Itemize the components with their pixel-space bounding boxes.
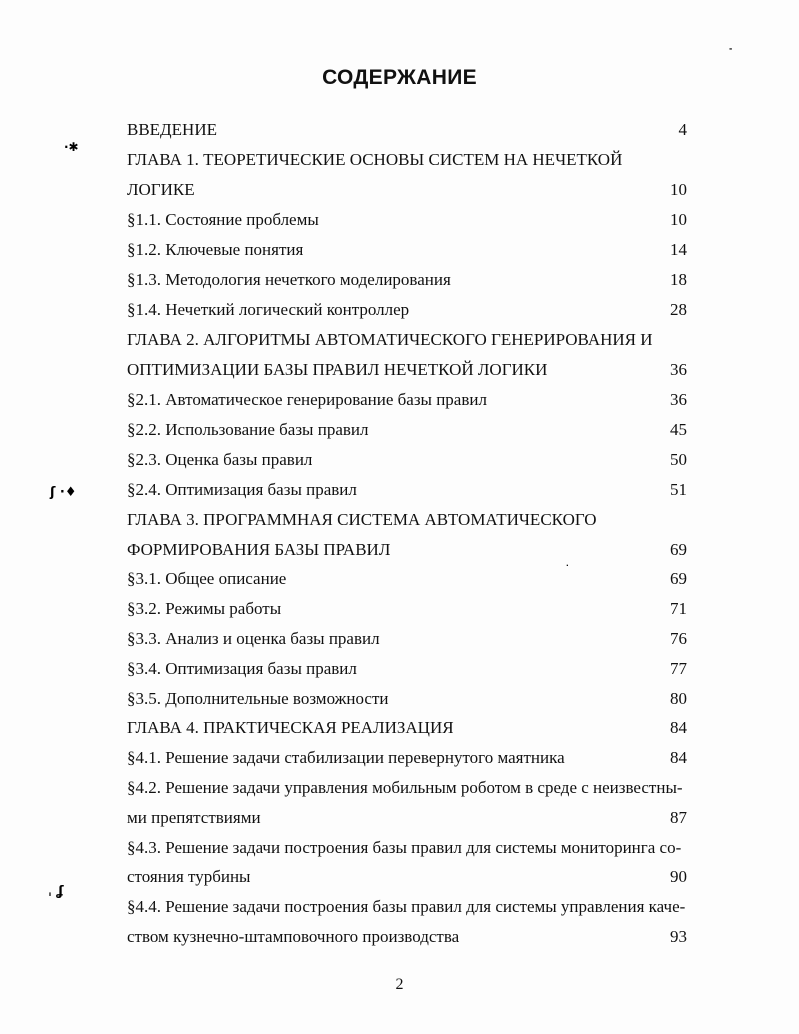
toc-page: 28 (670, 300, 687, 319)
toc-entry-section-3-5 (127, 689, 687, 709)
toc-label: §3.5. Дополнительные возможности (127, 689, 389, 708)
toc-label: ГЛАВА 3. ПРОГРАММНАЯ СИСТЕМА АВТОМАТИЧЕСКОГО (127, 510, 597, 529)
toc-label: §1.4. Нечеткий логический контроллер (127, 300, 410, 319)
toc-entry-section-4-4-line-2 (127, 927, 687, 947)
toc-entry-section-3-4 (127, 659, 687, 679)
toc-page: 69 (670, 569, 687, 588)
toc-label: ОПТИМИЗАЦИИ БАЗЫ ПРАВИЛ НЕЧЕТКОЙ ЛОГИКИ (127, 360, 548, 379)
scan-speck: ˌ ʆ (48, 884, 64, 899)
toc-entry-introduction (127, 120, 687, 140)
toc-entry-section-1-4 (127, 300, 687, 320)
toc-label: ГЛАВА 4. ПРАКТИЧЕСКАЯ РЕАЛИЗАЦИЯ (127, 718, 454, 737)
toc-page: 93 (670, 927, 687, 946)
toc-entry-section-4-3-line-2 (127, 867, 687, 887)
toc-page: 18 (670, 270, 687, 289)
toc-entry-section-2-3 (127, 450, 687, 470)
toc-entry-chapter-1-line-2 (127, 180, 687, 200)
toc-page: 10 (670, 180, 687, 199)
toc-label: §4.4. Решение задачи построения базы правил для системы управления каче- (127, 897, 686, 916)
toc-entry-chapter-4 (127, 718, 687, 738)
toc-label: §2.4. Оптимизация базы правил (127, 480, 357, 499)
scan-speck: - (729, 44, 733, 53)
toc-entry-section-3-2 (127, 599, 687, 619)
toc-page: 36 (670, 390, 687, 409)
toc-entry-chapter-2-line-2 (127, 360, 687, 380)
toc-entry-chapter-3-line-2 (127, 540, 687, 560)
toc-label: ми препятствиями (127, 808, 261, 827)
toc-page: 51 (670, 480, 687, 499)
toc-page: 14 (670, 240, 687, 259)
toc-entry-chapter-2-line-1 (127, 330, 687, 350)
toc-page: 84 (670, 718, 687, 737)
toc-label: §3.1. Общее описание (127, 569, 287, 588)
toc-entry-section-1-1 (127, 210, 687, 230)
toc-entry-section-4-1 (127, 748, 687, 768)
toc-entry-section-4-2-line-2 (127, 808, 687, 828)
toc-page: 87 (670, 808, 687, 827)
toc-label: §4.2. Решение задачи управления мобильным роботом в среде с неизвестны- (127, 778, 683, 797)
toc-page: 10 (670, 210, 687, 229)
toc-entry-section-4-3-line-1 (127, 838, 717, 858)
toc-label: §1.2. Ключевые понятия (127, 240, 304, 259)
toc-label: §3.4. Оптимизация базы правил (127, 659, 357, 678)
toc-page: 69 (670, 540, 687, 559)
toc-entry-section-3-1 (127, 569, 687, 589)
toc-label: §1.3. Методология нечеткого моделирования (127, 270, 451, 289)
toc-label: §2.3. Оценка базы правил (127, 450, 313, 469)
toc-entry-section-1-3 (127, 270, 687, 290)
toc-entry-section-2-1 (127, 390, 687, 410)
toc-page: 50 (670, 450, 687, 469)
toc-entry-section-1-2 (127, 240, 687, 260)
toc-entry-section-2-4 (127, 480, 687, 500)
toc-label: §2.1. Автоматическое генерирование базы правил (127, 390, 487, 409)
toc-label: ГЛАВА 2. АЛГОРИТМЫ АВТОМАТИЧЕСКОГО ГЕНЕРИРОВАНИЯ И (127, 330, 653, 349)
toc-label: §4.1. Решение задачи стабилизации перевернутого маятника (127, 748, 565, 767)
toc-page: 84 (670, 748, 687, 767)
toc-entry-chapter-1-line-1 (127, 150, 687, 170)
toc-entry-section-4-4-line-1 (127, 897, 717, 917)
toc-entry-section-2-2 (127, 420, 687, 440)
toc-entry-section-3-3 (127, 629, 687, 649)
toc-label: ГЛАВА 1. ТЕОРЕТИЧЕСКИЕ ОСНОВЫ СИСТЕМ НА НЕЧЕТКОЙ (127, 150, 623, 169)
toc-page: 76 (670, 629, 687, 648)
toc-label: §3.2. Режимы работы (127, 599, 282, 618)
scan-speck: ·✱ (64, 140, 79, 154)
toc-label: §4.3. Решение задачи построения базы правил для системы мониторинга со- (127, 838, 682, 857)
toc-label: стояния турбины (127, 867, 251, 886)
scan-speck: · (566, 562, 569, 570)
toc-page: 80 (670, 689, 687, 708)
toc-label: §3.3. Анализ и оценка базы правил (127, 629, 380, 648)
toc-page: 45 (670, 420, 687, 439)
toc-entry-section-4-2-line-1 (127, 778, 717, 798)
toc-label: §1.1. Состояние проблемы (127, 210, 319, 229)
toc-label: ством кузнечно-штамповочного производства (127, 927, 460, 946)
toc-page: 36 (670, 360, 687, 379)
page-number: 2 (395, 976, 404, 993)
toc-page: 77 (670, 659, 687, 678)
toc-label: §2.2. Использование базы правил (127, 420, 369, 439)
toc-page: 71 (670, 599, 687, 618)
toc-entry-chapter-3-line-1 (127, 510, 687, 530)
toc-label: ФОРМИРОВАНИЯ БАЗЫ ПРАВИЛ (127, 540, 391, 559)
toc-label: ЛОГИКЕ (127, 180, 195, 199)
scan-speck: ʃ ·♦ (50, 485, 77, 500)
toc-page: 90 (670, 867, 687, 886)
toc-page: 4 (678, 120, 687, 139)
page-title: СОДЕРЖАНИЕ (322, 66, 477, 89)
toc-label: ВВЕДЕНИЕ (127, 120, 217, 139)
